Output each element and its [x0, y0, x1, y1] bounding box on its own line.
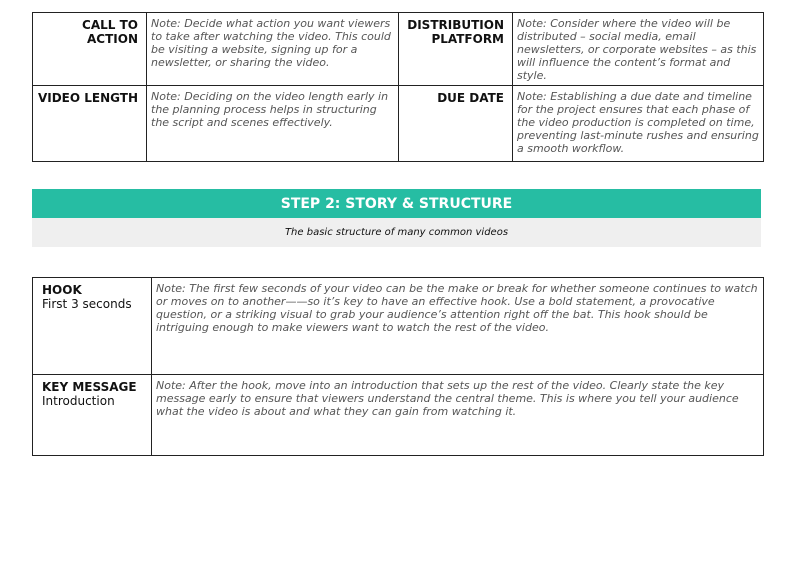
call-to-action-note[interactable]: Note: Decide what action you want viewers to take after watching the video. This could be visiting a website, signing up for a newsletter, or sharing the video.: [147, 13, 399, 86]
video-length-label: VIDEO LENGTH: [33, 86, 147, 162]
step2-subtitle: The basic structure of many common videos: [284, 227, 509, 238]
table-row: [33, 13, 764, 86]
key-message-note[interactable]: Note: After the hook, move into an introduction that sets up the rest of the video. Clearly state the key message early to ensure that viewers understand the central theme. This is where you tell your audience what the video is about and what they can gain from watching it.: [152, 375, 764, 456]
call-to-action-label: CALL TO ACTION: [33, 13, 147, 86]
story-structure-table: [32, 277, 764, 456]
step2-subtitle-bar: [32, 218, 761, 247]
hook-label-cell: [33, 278, 152, 375]
table-row: [33, 375, 764, 456]
due-date-label: DUE DATE: [399, 86, 513, 162]
step2-title: STEP 2: STORY & STRUCTURE: [280, 195, 513, 212]
distribution-platform-label-line2: PLATFORM: [431, 32, 504, 46]
hook-subheading: First 3 seconds: [42, 297, 132, 311]
hook-note[interactable]: Note: The first few seconds of your video can be the make or break for whether someone continues to watch or moves on to another——so it’s key to have an effective hook. Use a bold statement, a provocative question, or a striking visual to grab your audience’s attention right off the bat. This hook should be intriguing enough to make viewers want to watch the rest of the video.: [152, 278, 764, 375]
project-details-table: [32, 12, 764, 162]
key-message-subheading: Introduction: [42, 394, 115, 408]
distribution-platform-label: [399, 13, 513, 86]
hook-heading: HOOK: [42, 283, 82, 297]
table-row: [33, 278, 764, 375]
key-message-label-cell: [33, 375, 152, 456]
due-date-note[interactable]: Note: Establishing a due date and timeline for the project ensures that each phase of the video production is completed on time, preventing last-minute rushes and ensuring a smooth workflow.: [513, 86, 764, 162]
step2-banner: [32, 189, 761, 218]
video-length-note[interactable]: Note: Deciding on the video length early in the planning process helps in structuring the script and scenes effectively.: [147, 86, 399, 162]
distribution-platform-label-line1: DISTRIBUTION: [407, 18, 504, 32]
table-row: [33, 86, 764, 162]
key-message-heading: KEY MESSAGE: [42, 380, 137, 394]
distribution-platform-note[interactable]: Note: Consider where the video will be distributed – social media, email newsletters, or corporate websites – as this will influence the content’s format and style.: [513, 13, 764, 86]
